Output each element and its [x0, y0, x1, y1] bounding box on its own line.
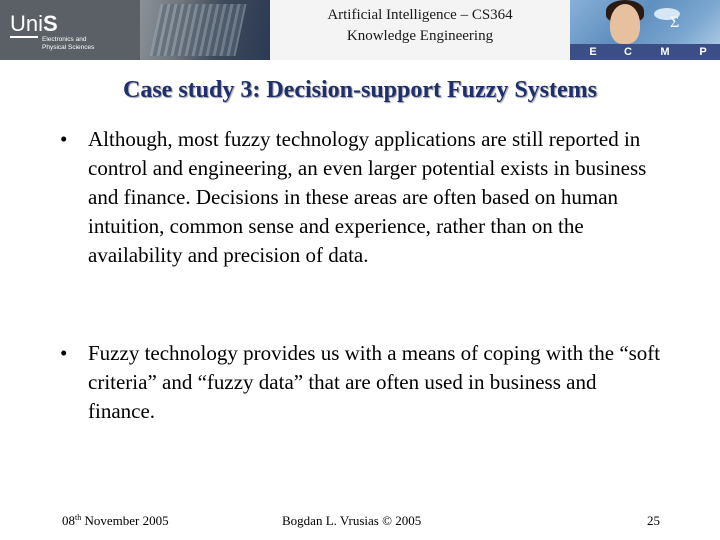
collage-letter-m: M	[660, 46, 670, 58]
course-title: Artificial Intelligence – CS364	[327, 7, 513, 23]
logo-department	[42, 36, 138, 52]
bullet-item	[60, 125, 680, 301]
footer-author: Bogdan L. Vrusias © 2005	[282, 513, 422, 528]
bullet-item	[60, 339, 680, 429]
collage-letter-p: P	[699, 46, 707, 58]
slide-number: 25	[647, 513, 660, 528]
collage-person-face	[610, 4, 640, 44]
slide-heading: Case study 3: Decision-support Fuzzy Systems	[123, 77, 597, 103]
collage-letter-e: E	[589, 46, 597, 58]
course-subtitle: Knowledge Engineering	[346, 28, 494, 44]
footer-date: 08th November 2005	[62, 513, 169, 528]
course-title-area	[270, 0, 570, 60]
collage-sigma-symbol: Σ	[670, 14, 680, 31]
bullet-text: Fuzzy technology provides us with a means of coping with the “soft criteria” and “fuzzy data” that are often used in business and finance.	[88, 341, 661, 423]
logo-underline	[10, 36, 38, 38]
bullet-marker: •	[60, 127, 68, 151]
collage-letter-c: C	[624, 46, 632, 58]
logo-department-line2: Physical Sciences	[42, 44, 95, 51]
university-logo	[0, 0, 140, 60]
logo-department-line1: Electronics and	[42, 36, 87, 43]
bullet-text: Although, most fuzzy technology applications are still reported in control and engineering, an even larger potential exists in business and finance. Decisions in these areas are often based on human intuition, common sense and experience, rather than on the availability and precision of data.	[88, 127, 647, 267]
logo-wordmark: UniS	[10, 11, 58, 36]
building-photo-facade	[149, 4, 246, 56]
bullet-marker: •	[60, 341, 68, 365]
